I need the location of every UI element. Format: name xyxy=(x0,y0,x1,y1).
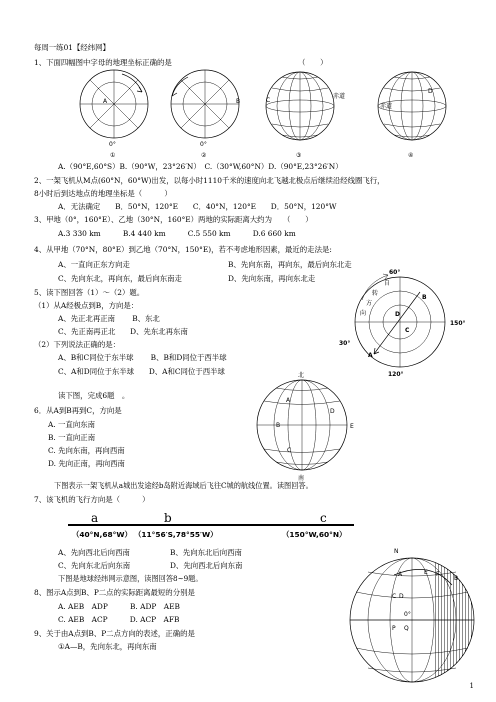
q5-fig-deg120: 120° xyxy=(388,371,404,378)
q5-sub1-options-cd: C、先正南再正北 D、先东北再东南 xyxy=(58,327,188,336)
q6-fig-label-a: A xyxy=(286,397,291,404)
q5-fig-dir-2: 方 xyxy=(366,300,373,307)
q9-option-1: ①A—B，先向东北，再向东南 xyxy=(58,642,157,651)
q5-fig-label-d: D xyxy=(395,311,400,318)
q8-fig-q: Q xyxy=(404,625,409,632)
q5-sub2: （2）下列说法正确的是： xyxy=(34,340,121,349)
q9-stem: 9、关于由A点到B、P二点方向的表述，正确的是 xyxy=(34,629,195,638)
q5-fig-dir-4: 自 xyxy=(384,280,391,287)
q3-options: A.3 330 km B.4 440 km C.5 550 km D.6 660 km xyxy=(58,229,296,238)
q4-option-c: C、先向东北，再向东，最后向东南走 xyxy=(58,274,182,283)
q8-intro: 下图是地球经纬网示意图，读图回答8~9题。 xyxy=(58,574,203,583)
q8-fig-p: P xyxy=(392,625,396,632)
q5-fig-dir-1: 转 xyxy=(372,290,379,297)
q2-stem-line1: 2、一架飞机从M点(60°N，60°W)出发，以每小时1110千米的速度向北飞越北极点后继续沿经线圈飞行， xyxy=(34,176,385,185)
page-number: 1 xyxy=(469,682,474,690)
q7-coord-b: （11°56′S,78°55′W） xyxy=(134,530,218,539)
q8-options-ab: A. AEB ADP B. ADP AEB xyxy=(58,602,180,611)
q5-fig-deg60: 60° xyxy=(389,269,401,276)
q2-options: A．无法确定 B．50°N，120°E C．40°N，120°E D．50°N，120°W xyxy=(58,202,337,211)
q5-fig-label-a: A xyxy=(368,352,373,359)
q1-f4-label-d: D xyxy=(428,88,433,95)
q5-fig-deg150: 150° xyxy=(450,320,466,327)
q1-f2-num: ② xyxy=(201,152,207,159)
q4-stem: 4、从甲地（70°N，80°E）到乙地（70°N，150°E)，若不考虑地形因素，最近的走法是: xyxy=(34,245,332,254)
q5-fig-deg30: 30° xyxy=(339,340,351,347)
q4-option-b: B、先向东南，再向东，最后向东北走 xyxy=(228,260,352,269)
q1-paren: （ ） xyxy=(298,58,328,67)
q3-stem: 3、甲地（0°，160°E）、乙地（30°N，160°E）两地的实际距离大约为 （ ） xyxy=(34,215,313,224)
q6-option-a: A. 一直向东南 xyxy=(48,420,95,429)
q1-f2-label-b: B xyxy=(236,98,241,105)
q5-fig-label-c: C xyxy=(405,327,410,334)
q7-option-c: C、先向东北后向东南 xyxy=(58,561,131,570)
q8-fig-a: A xyxy=(398,571,403,578)
q6-fig-north: 北 xyxy=(298,372,305,379)
q7-option-d: D、先向西北后向东南 xyxy=(170,561,243,570)
q5-fig-dir-3: 向 xyxy=(360,310,367,317)
q5-sub1-options-ab: A、先正北再正南 B、东北 xyxy=(58,314,160,323)
q1-f1-num: ① xyxy=(110,152,116,159)
q1-f3-equator: 赤道 xyxy=(333,93,346,100)
q4-option-d: D、先向东南，再向东北走 xyxy=(228,274,316,283)
q6-fig-label-d: D xyxy=(330,408,335,415)
q8-options-cd: C. AEB ACP D. ACP AFB xyxy=(58,615,180,624)
q1-f3-num: ③ xyxy=(296,152,302,159)
q6-fig-south: 南 xyxy=(298,475,305,482)
q7-option-a: A、先向西北后向西南 xyxy=(58,548,130,557)
q1-f3-label-c: C xyxy=(266,97,271,104)
q6-option-c: C. 先向东南，再向西南 xyxy=(48,446,125,455)
q1-options: A.（90°E,60°S）B.（90°W，23°26′N） C.（30°W,60°N）D.（90°E,23°26′N） xyxy=(58,162,343,171)
q8-fig-d: D xyxy=(399,593,404,600)
page-header: 每周一练01【经纬网】 xyxy=(34,43,110,52)
q6-fig-label-b: B xyxy=(276,422,281,429)
q8-fig-f: F xyxy=(436,571,440,578)
q1-f1-zero: 0° xyxy=(109,141,116,148)
q7-city-a: a xyxy=(91,511,99,525)
q5-stem: 5、读下图回答（1）～（2）题。 xyxy=(34,288,145,297)
q6-option-d: D. 先向正南，再向西南 xyxy=(48,459,125,468)
q7-option-b: B、先向东北后向西南 xyxy=(170,548,242,557)
q6-fig-label-c: C xyxy=(287,447,292,454)
q7-city-c: c xyxy=(320,511,327,525)
q7-stem: 7、该飞机的飞行方向是（ ） xyxy=(34,495,150,504)
q8-fig-e: E xyxy=(424,569,428,576)
q8-fig-b: B xyxy=(454,575,459,582)
q1-f4-num: ④ xyxy=(408,152,414,159)
q6-fig-label-e: E xyxy=(350,423,354,430)
q1-f4-equator: 赤道 xyxy=(380,103,393,110)
q5-sub2-options-cd: C、A和D同位于东半球 D、A和C同位于西半球 xyxy=(58,367,225,376)
q5-sub2-options-ab: A、B和C同位于东半球 B、B和D同位于西半球 xyxy=(58,353,227,362)
q6-intro: 读下图，完成6题 。 xyxy=(58,391,130,400)
q6-stem: 6．从A到B再到C，方向是 xyxy=(34,406,122,415)
q1-f2-zero: 0° xyxy=(200,141,207,148)
q7-coord-a: （40°N,68°W） xyxy=(72,530,132,539)
q8-fig-n: N xyxy=(394,548,399,555)
q8-stem: 8、图示A点到B、P二点的实际距离最短的分别是 xyxy=(34,588,195,597)
q6-option-b: B. 一直向正南 xyxy=(48,433,96,442)
q1-stem: 1、下面四幅图中字母的地理坐标正确的是 xyxy=(34,58,172,67)
q7-coord-c: （150°W,60°N） xyxy=(282,530,347,539)
q1-f1-label-a: A xyxy=(103,98,108,105)
q8-fig-c: C xyxy=(392,593,397,600)
q7-city-b: b xyxy=(164,511,172,525)
q4-option-a: A、一直向正东方向走 xyxy=(58,260,130,269)
q5-fig-label-b: B xyxy=(422,294,427,301)
q7-intro: 下图表示一架飞机从a城出发途经b岛附近海域后飞往C城的航线位置。读图回答。 xyxy=(54,481,313,490)
q8-fig-deg0: 0° xyxy=(404,611,411,618)
q2-stem-line2: 8小时后到达地点的地理坐标是（ ） xyxy=(34,189,172,198)
q5-sub1: （1）从A经极点到B，方向是： xyxy=(34,301,139,310)
